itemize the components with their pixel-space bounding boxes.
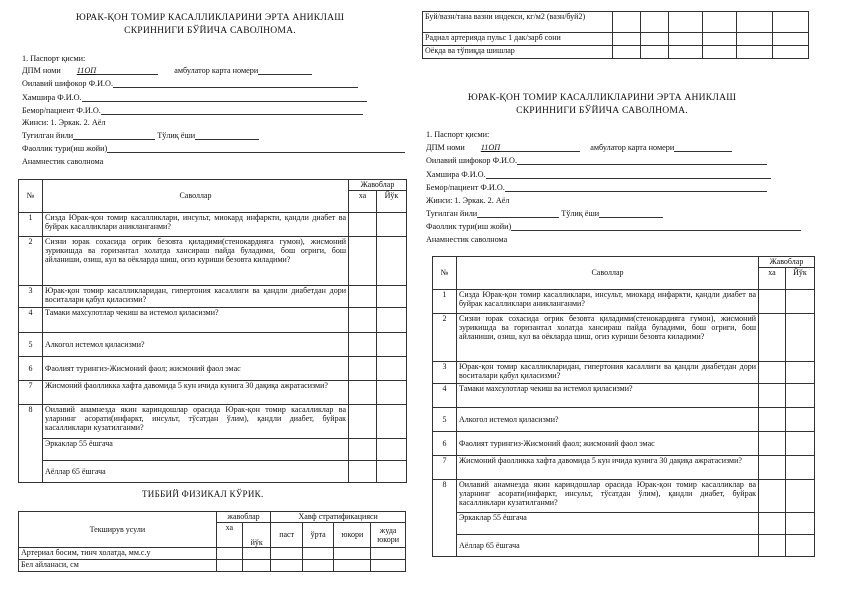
answer-yes-cell[interactable] (759, 362, 786, 384)
table-row: 7 Жисмоний фаолликка хафта давомида 5 кун ичида кунига 30 дақиқа ажратасизми? (19, 381, 407, 405)
table-row: 2 Сизни юрак сохасида огрик безовта қиладими(стенокардияга гумон), жисмоний зурикишда ва горизантал холатда хансираш пайда буладими, бош огриги, бош айланиши, озиш, кул ва оёкларда шиш, огиз куриши безовта киладими? (19, 237, 407, 286)
table-row: 3 Юрак-қон томир касалликларидан, гипертония касаллиги ва қандли диабетдан дори воситалари қабул қиласизми? (19, 286, 407, 308)
table-row: 5 Алкогол истемол қиласизми? (433, 408, 815, 432)
answer-no-cell[interactable] (786, 314, 815, 362)
table-row: 4 Тамаки махсулотлар чекиш ва истемол қиласизми? (433, 384, 815, 408)
table-row: Аёллар 65 ёшгача (19, 461, 407, 483)
answer-yes-cell[interactable] (759, 432, 786, 456)
answer-yes-cell[interactable] (759, 513, 786, 535)
answer-yes-cell[interactable] (759, 314, 786, 362)
birth-line: Туғилган йили Тўлиқ ёши (426, 209, 663, 218)
table-row: Артериал босим, тинч холатда, мм.с.у (19, 548, 406, 560)
table-row: Бел айланаси, см (19, 560, 406, 572)
header-yes: ха (349, 191, 377, 213)
answer-yes-cell[interactable] (349, 461, 377, 483)
answer-no-cell[interactable] (377, 308, 407, 333)
table-row: 3 Юрак-қон томир касалликларидан, гипертония касаллиги ва қандли диабетдан дори воситалари қабул қиласизми? (433, 362, 815, 384)
header-answers: Жавоблар (349, 180, 407, 191)
header-mid: ўрта (302, 523, 334, 548)
answer-yes-cell[interactable] (759, 456, 786, 480)
anamnesis-label: Анамнестик саволнома (22, 157, 104, 166)
table-row: Аёллар 65 ёшгача (433, 535, 815, 557)
answer-yes-cell[interactable] (349, 213, 377, 237)
answer-no-cell[interactable] (377, 439, 407, 461)
patient-line: Бемор/пациент Ф.И.О. (426, 183, 767, 192)
right-top-exam-table (422, 11, 809, 59)
header-questions: Саволлар (43, 180, 349, 213)
answer-no-cell[interactable] (377, 381, 407, 405)
header-method: Текширув усули (19, 512, 217, 548)
doctor-line: Оилавий шифокор Ф.И.О. (22, 79, 358, 88)
right-questionnaire-table (432, 256, 815, 557)
table-row: 6 Фаолият турингиз-Жисмоний фаол; жисмоний фаол эмас (433, 432, 815, 456)
answer-no-cell[interactable] (786, 513, 815, 535)
answer-no-cell[interactable] (377, 357, 407, 381)
header-exam-answers: жавоблар (216, 512, 271, 523)
passport-heading: 1. Паспорт қисми: (22, 54, 86, 63)
table-row: 7 Жисмоний фаолликка хафта давомида 5 кун ичида кунига 30 дақиқа ажратасизми? (433, 456, 815, 480)
table-row: 1 Сизда Юрак-қон томир касалликлари, инсульт, миокард инфаркти, қандли диабет ва буйрак касалликлари аникланганми? (433, 290, 815, 314)
nurse-line: Хамшира Ф.И.О. (22, 93, 367, 102)
answer-no-cell[interactable] (786, 384, 815, 408)
answer-no-cell[interactable] (786, 408, 815, 432)
passport-heading: 1. Паспорт қисми: (426, 130, 490, 139)
answer-no-cell[interactable] (377, 286, 407, 308)
activity-line: Фаоллик тури(иш жойи) (22, 144, 405, 153)
answer-no-cell[interactable] (377, 237, 407, 286)
left-questionnaire-table (18, 179, 407, 483)
answer-no-cell[interactable] (377, 405, 407, 439)
answer-yes-cell[interactable] (759, 480, 786, 513)
header-answers: Жавоблар (759, 257, 815, 268)
header-num: № (433, 257, 457, 290)
header-risk: Хавф стратификацияси (271, 512, 406, 523)
birth-line: Туғилган йили Тўлиқ ёши (22, 131, 259, 140)
sex-line: Жинси: 1. Эркак. 2. Аёл (426, 196, 510, 205)
table-row: 6 Фаолият турингиз-Жисмоний фаол; жисмоний фаол эмас (19, 357, 407, 381)
table-row: 8 Оилавий анамнезда якин кариндошлар орасида Юрак-қон томир касалликлар ва уларнинг асорати(инфаркт, инсульт, тўсатдан ўлим), қандли диабет, буйрак касалликлари кузатилганми? (433, 480, 815, 513)
header-low: паст (271, 523, 303, 548)
header-exam-yes: ха (216, 523, 242, 548)
table-row: Буй/вазн/тана вазни индекси, кг/м2 (вазн/буй2) (423, 12, 809, 33)
answer-yes-cell[interactable] (349, 333, 377, 357)
answer-yes-cell[interactable] (349, 237, 377, 286)
header-no: Йўк (377, 191, 407, 213)
dpm-line: ДПМ номи 11ОП амбулатор карта номери (426, 143, 732, 152)
header-yes: ха (759, 268, 786, 290)
header-very-high: жуда юкори (371, 523, 406, 548)
answer-yes-cell[interactable] (759, 384, 786, 408)
table-row: Оёкда ва тўпиқда шишлар (423, 46, 809, 59)
left-title: ЮРАК-ҚОН ТОМИР КАСАЛЛИКЛАРИНИ ЭРТА АНИКЛАШ СКРИННИГИ БЎЙИЧА САВОЛНОМА. (75, 12, 345, 36)
header-num: № (19, 180, 43, 213)
answer-no-cell[interactable] (786, 290, 815, 314)
answer-yes-cell[interactable] (349, 308, 377, 333)
activity-line: Фаоллик тури(иш жойи) (426, 222, 801, 231)
patient-line: Бемор/пациент Ф.И.О. (22, 106, 363, 115)
answer-no-cell[interactable] (377, 333, 407, 357)
answer-no-cell[interactable] (377, 461, 407, 483)
header-exam-no: йўк (242, 523, 270, 548)
table-row: Эркаклар 55 ёшгача (433, 513, 815, 535)
answer-yes-cell[interactable] (759, 535, 786, 557)
table-row: 5 Алкогол истемол қиласизми? (19, 333, 407, 357)
answer-yes-cell[interactable] (349, 405, 377, 439)
answer-no-cell[interactable] (377, 213, 407, 237)
table-row: 8 Оилавий анамнезда якин кариндошлар орасида Юрак-қон томир касалликлар ва уларнинг асорати(инфаркт, инсульт, тўсатдан ўлим), қандли диабет, буйрак касалликлари кузатилганми? (19, 405, 407, 439)
answer-yes-cell[interactable] (759, 290, 786, 314)
answer-no-cell[interactable] (786, 456, 815, 480)
answer-no-cell[interactable] (786, 432, 815, 456)
header-no: Йўк (786, 268, 815, 290)
table-row: 1 Сизда Юрак-қон томир касалликлари, инсульт, миокард инфаркти, қандли диабет ва буйрак касалликлари аникланганми? (19, 213, 407, 237)
answer-yes-cell[interactable] (349, 357, 377, 381)
answer-yes-cell[interactable] (349, 381, 377, 405)
header-high: юкори (334, 523, 371, 548)
doctor-line: Оилавий шифокор Ф.И.О. (426, 156, 767, 165)
table-row: Эркаклар 55 ёшгача (19, 439, 407, 461)
answer-yes-cell[interactable] (349, 286, 377, 308)
table-row: 2 Сизни юрак сохасида огрик безовта қиладими(стенокардияга гумон), жисмоний зурикишда ва горизантал холатда хансираш пайда буладими, бош огриги, бош айланиши, озиш, кул ва оёкларда шиш, огиз куриши безовта киладими? (433, 314, 815, 362)
nurse-line: Хамшира Ф.И.О. (426, 170, 771, 179)
anamnesis-label: Анамнестик саволнома (426, 235, 508, 244)
answer-no-cell[interactable] (786, 362, 815, 384)
physical-exam-table (18, 511, 406, 572)
header-questions: Саволлар (457, 257, 759, 290)
answer-yes-cell[interactable] (349, 439, 377, 461)
answer-no-cell[interactable] (786, 535, 815, 557)
answer-no-cell[interactable] (786, 480, 815, 513)
table-row: 4 Тамаки махсулотлар чекиш ва истемол қиласизми? (19, 308, 407, 333)
table-row: Радиал артерияда пульс 1 дак/зарб сони (423, 33, 809, 46)
answer-yes-cell[interactable] (759, 408, 786, 432)
dpm-line: ДПМ номи 11ОП амбулатор карта номери (22, 66, 312, 75)
sex-line: Жинси: 1. Эркак. 2. Аёл (22, 118, 106, 127)
physical-exam-title: ТИББИЙ ФИЗИКАЛ КЎРИК. (142, 489, 264, 499)
right-title: ЮРАК-ҚОН ТОМИР КАСАЛЛИКЛАРИНИ ЭРТА АНИКЛАШ СКРИННИГИ БЎЙИЧА САВОЛНОМА. (467, 92, 737, 116)
